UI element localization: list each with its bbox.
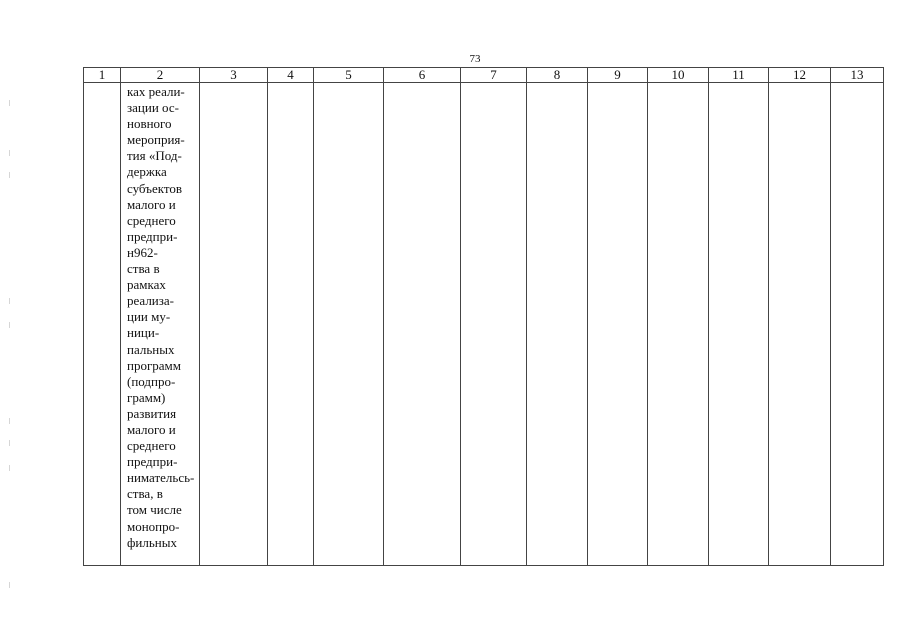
table-cell-col-13	[831, 83, 884, 566]
column-2-text	[121, 83, 199, 551]
text-line: малого и	[127, 421, 176, 437]
table-cell-col-4	[268, 83, 314, 566]
text-line: реализа-	[127, 293, 174, 309]
text-line: среднего	[127, 438, 176, 454]
scan-artifact	[9, 298, 10, 304]
scan-artifact	[9, 582, 10, 588]
column-header: 7	[461, 68, 527, 83]
table-cell-col-5	[314, 83, 384, 566]
text-line: рамках	[127, 277, 166, 293]
table-cell-col-9	[588, 83, 648, 566]
column-header: 3	[200, 68, 268, 83]
text-line: ции му-	[127, 309, 171, 325]
text-line: том числе	[127, 502, 182, 518]
data-table	[83, 67, 884, 566]
text-line: ници-	[127, 325, 160, 341]
scan-artifact	[9, 100, 10, 106]
table-cell-col-3	[200, 83, 268, 566]
column-header: 13	[831, 68, 884, 83]
scan-artifact	[9, 465, 10, 471]
text-line: монопро-	[127, 518, 180, 534]
text-line: малого и	[127, 196, 176, 212]
table-cell-col-6	[384, 83, 461, 566]
table-row	[84, 83, 884, 566]
column-header: 2	[121, 68, 200, 83]
column-header: 6	[384, 68, 461, 83]
text-line: ства, в	[127, 486, 163, 502]
text-line: тия «Под-	[127, 148, 182, 164]
text-line: нимательсь-	[127, 470, 195, 486]
text-line: новного	[127, 116, 172, 132]
scan-artifact	[9, 440, 10, 446]
scan-artifact	[9, 418, 10, 424]
column-header: 9	[588, 68, 648, 83]
text-line: зации ос-	[127, 100, 179, 116]
column-header: 10	[648, 68, 709, 83]
table-cell-col-2	[121, 83, 200, 566]
text-line: грамм)	[127, 389, 166, 405]
text-line: предпри-	[127, 454, 178, 470]
text-line: развития	[127, 405, 177, 421]
text-line: держка	[127, 164, 167, 180]
table-header-row	[84, 68, 884, 83]
text-line: программ	[127, 357, 182, 373]
column-header: 12	[769, 68, 831, 83]
scan-artifact	[9, 322, 10, 328]
column-header: 1	[84, 68, 121, 83]
table-cell-col-8	[527, 83, 588, 566]
column-header: 5	[314, 68, 384, 83]
text-line: пальных	[127, 341, 175, 357]
table-cell-col-7	[461, 83, 527, 566]
text-line: н962-	[127, 244, 158, 260]
table-cell-col-1	[84, 83, 121, 566]
column-header: 4	[268, 68, 314, 83]
text-line: ства в	[127, 261, 160, 277]
column-header: 8	[527, 68, 588, 83]
text-line: предпри-	[127, 228, 178, 244]
table-cell-col-12	[769, 83, 831, 566]
text-line: среднего	[127, 212, 176, 228]
column-header: 11	[709, 68, 769, 83]
table-cell-col-11	[709, 83, 769, 566]
text-line: мероприя-	[127, 132, 185, 148]
scan-artifact	[9, 150, 10, 156]
table-cell-col-10	[648, 83, 709, 566]
text-line: субъектов	[127, 180, 183, 196]
text-line: (подпро-	[127, 373, 176, 389]
scan-artifact	[9, 172, 10, 178]
text-line: фильных	[127, 534, 177, 550]
text-line: ках реали-	[127, 84, 185, 99]
page-number: 73	[469, 53, 481, 65]
